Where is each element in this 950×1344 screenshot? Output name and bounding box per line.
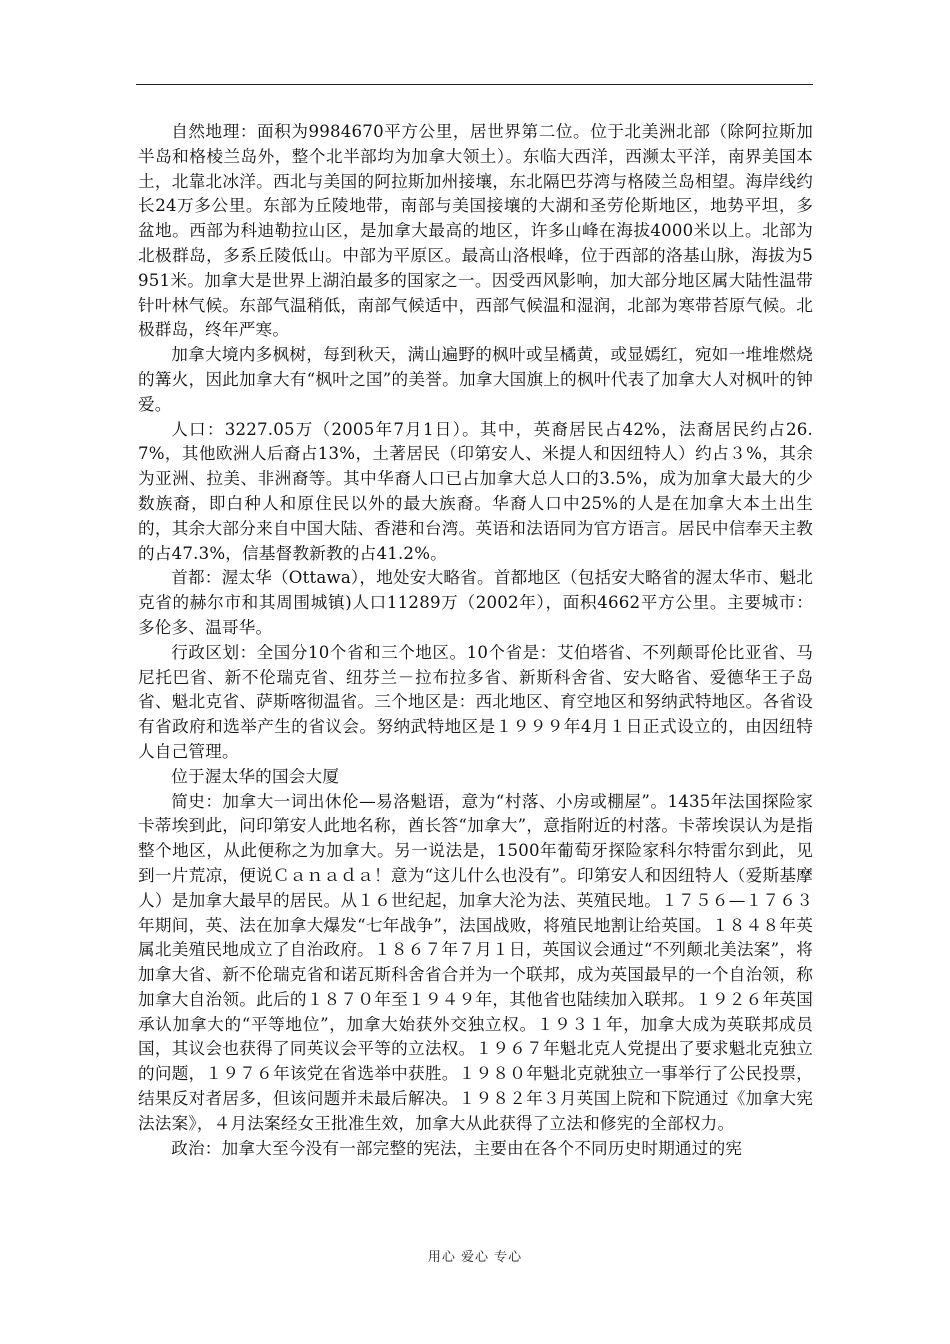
paragraph-capital: 首都：渥太华（Ottawa），地处安大略省。首都地区（包括安大略省的渥太华市、魁北克省的赫尔市和其周围城镇)人口11289万（2002年），面积4662平方公里。主要城市：多伦多、温哥华。 [138, 568, 813, 637]
header-rule [136, 84, 813, 85]
paragraph-maple: 加拿大境内多枫树，每到秋天，满山遍野的枫叶或呈橘黄，或显嫣红，宛如一堆堆燃烧的篝火，因此加拿大有“枫叶之国”的美誉。加拿大国旗上的枫叶代表了加拿大人对枫叶的钟爱。 [138, 345, 813, 414]
paragraph-divisions: 行政区划：全国分10个省和三个地区。10个省是：艾伯塔省、不列颠哥伦比亚省、马尼托巴省、新不伦瑞克省、纽芬兰－拉布拉多省、新斯科舍省、安大略省、爱德华王子岛省、魁北克省、萨斯喀彻温省。三个地区是：西北地区、育空地区和努纳武特地区。各省设有省政府和选举产生的省议会。努纳武特地区是１９９９年4月１日正式设立的，由因纽特人自己管理。 [138, 642, 813, 761]
page-footer: 用心 爱心 专心 [427, 1250, 523, 1265]
paragraph-geography: 自然地理：面积为9984670平方公里，居世界第二位。位于北美洲北部（除阿拉斯加半岛和格棱兰岛外，整个北半部均为加拿大领土）。东临大西洋，西濒太平洋，南界美国本土，北靠北冰洋。西北与美国的阿拉斯加州接壤，东北隔巴芬湾与格陵兰岛相望。海岸线约长24万多公里。东部为丘陵地带，南部与美国接壤的大湖和圣劳伦斯地区，地势平坦，多盆地。西部为科迪勒拉山区，是加拿大最高的地区，许多山峰在海拔4000米以上。北部为北极群岛，多系丘陵低山。中部为平原区。最高山洛根峰，位于西部的洛基山脉，海拔为5951米。加拿大是世界上湖泊最多的国家之一。因受西风影响，加大部分地区属大陆性温带针叶林气候。东部气温稍低，南部气候适中，西部气候温和湿润，北部为寒带苔原气候。北极群岛，终年严寒。 [138, 122, 813, 340]
body-text [138, 120, 813, 1161]
image-caption: 位于渥太华的国会大厦 [171, 766, 340, 786]
paragraph-history: 简史：加拿大一词出休伦—易洛魁语，意为“村落、小房或棚屋”。1435年法国探险家卡蒂埃到此，问印第安人此地名称，酋长答“加拿大”，意指附近的村落。卡蒂埃误认为是指整个地区，从此便称之为加拿大。另一说法是，1500年葡萄牙探险家科尔特雷尔到此，见到一片荒凉，便说Ｃａｎａｄａ！意为“这儿什么也没有”。印第安人和因纽特人（爱斯基摩人）是加拿大最早的居民。从１６世纪起，加拿大沦为法、英殖民地。１７５６—１７６３年期间，英、法在加拿大爆发“七年战争”，法国战败，将殖民地割让给英国。１８４８年英属北美殖民地成立了自治政府。１８６７年７月１日，英国议会通过“不列颠北美法案”，将加拿大省、新不伦瑞克省和诺瓦斯科舍省合并为一个联邦，成为英国最早的一个自治领，称加拿大自治领。此后的１８７０年至１９４９年，其他省也陆续加入联邦。１９２６年英国承认加拿大的“平等地位”，加拿大始获外交独立权。１９３１年，加拿大成为英联邦成员国，其议会也获得了同英议会平等的立法权。１９６７年魁北克人党提出了要求魁北克独立的问题，１９７６年该党在省选举中获胜。１９８０年魁北克就独立一事举行了公民投票，结果反对者居多，但该问题并未最后解决。１９８２年３月英国上院和下院通过《加拿大宪法法案》，４月法案经女王批准生效，加拿大从此获得了立法和修宪的全部权力。 [138, 791, 813, 1133]
paragraph-politics: 政治：加拿大至今没有一部完整的宪法，主要由在各个不同历史时期通过的宪 [171, 1138, 743, 1158]
paragraph-population: 人口：3227.05万（2005年7月1日）。其中，英裔居民占42%，法裔居民约占26.7%，其他欧洲人后裔占13%，土著居民（印第安人、米提人和因纽特人）约占３%，其余为亚洲、拉美、非洲裔等。其中华裔人口已占加拿大总人口的3.5%，成为加拿大最大的少数族裔，即白种人和原住民以外的最大族裔。华裔人口中25%的人是在加拿大本土出生的，其余大部分来自中国大陆、香港和台湾。英语和法语同为官方语言。居民中信奉天主教的占47.3%，信基督教新教的占41.2%。 [138, 419, 813, 563]
